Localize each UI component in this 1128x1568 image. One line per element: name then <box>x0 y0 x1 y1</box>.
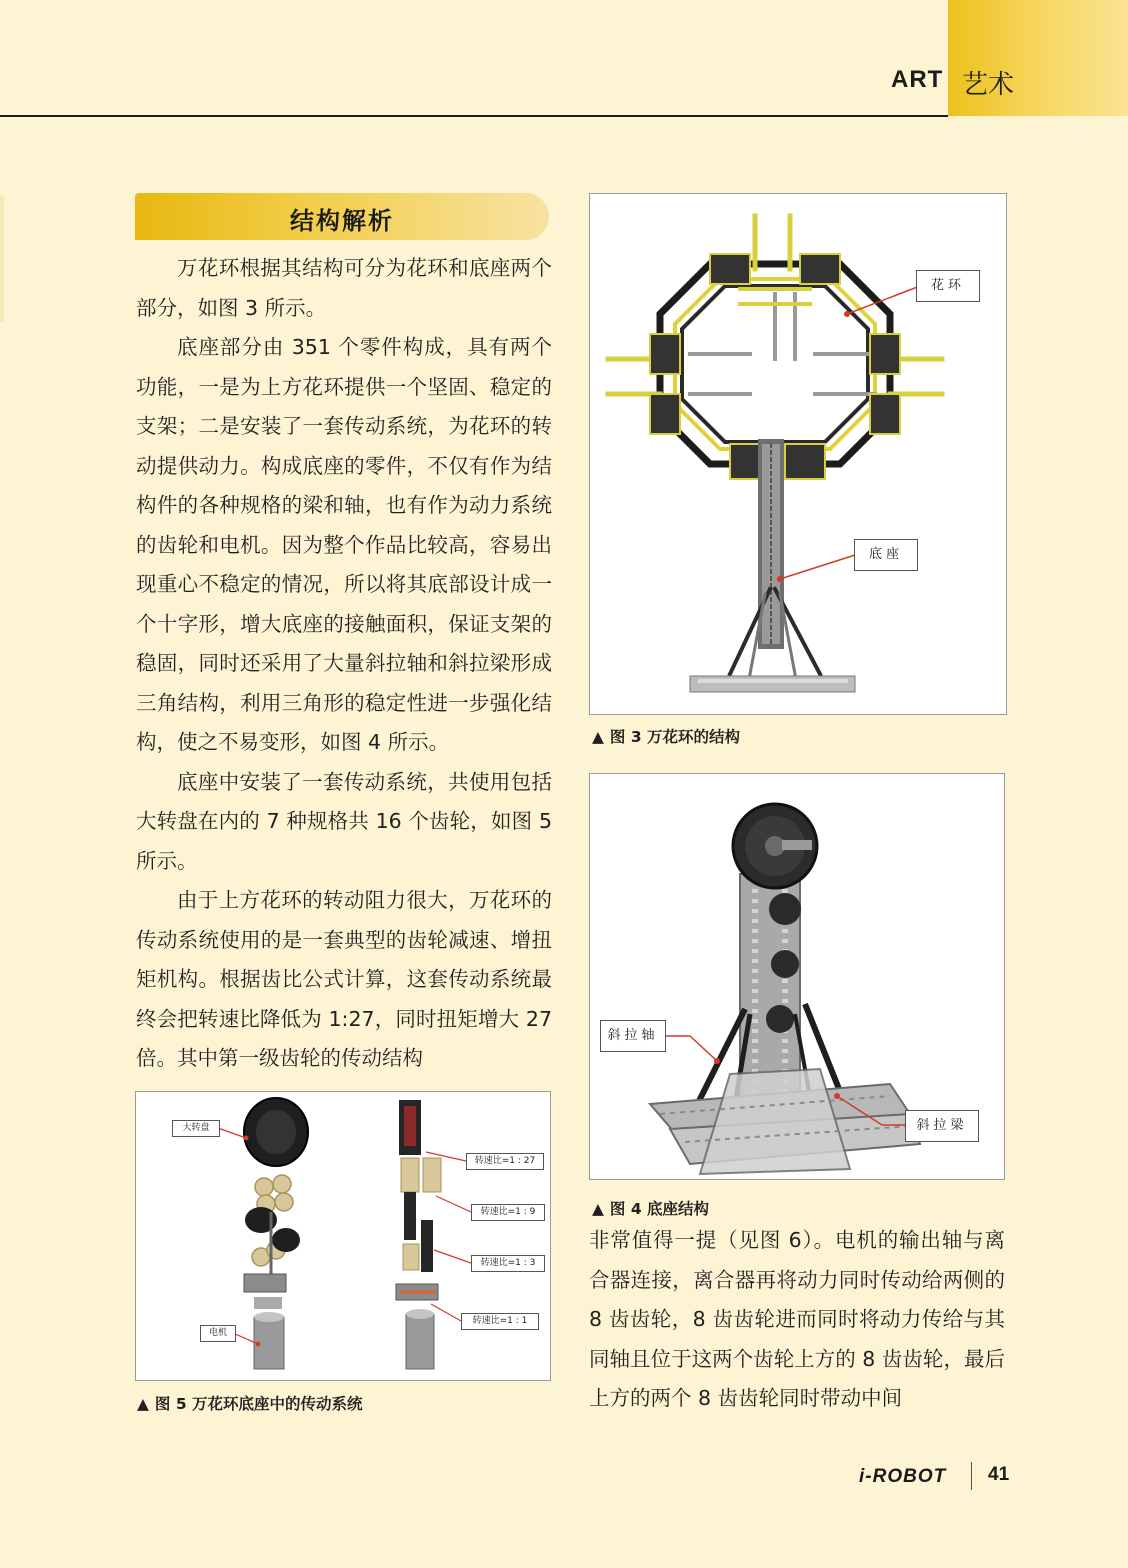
figure-4-caption-text: 图 4 底座结构 <box>609 1200 709 1218</box>
label-diagonal-beam: 斜拉梁 <box>905 1110 979 1142</box>
figure-5-caption <box>137 1392 363 1414</box>
paragraph: 非常值得一提（见图 6）。电机的输出轴与离合器连接，离合器再将动力同时传动给两侧的 8 齿齿轮，8 齿齿轮进而同时将动力传给与其同轴且位于这两个齿轮上方的 8 齿齿轮，最后上方的两个 8 齿齿轮同时带动中间 <box>589 1228 1005 1410</box>
header-section-cn: 艺术 <box>962 70 1015 100</box>
figure-4-caption <box>592 1197 709 1219</box>
footer-separator <box>971 1462 972 1490</box>
caption-marker-icon: ▲ <box>137 1395 149 1413</box>
paragraph: 由于上方花环的转动阻力很大，万花环的传动系统使用的是一套典型的齿轮减速、增扭矩机构。根据齿比公式计算，这套传动系统最终会把转速比降低为 1:27，同时扭矩增大 27 倍。其中第一级齿轮的传动结构 <box>136 888 552 1070</box>
paragraph: 万花环根据其结构可分为花环和底座两个部分，如图 3 所示。 <box>136 256 552 320</box>
page-number: 41 <box>988 1464 1010 1485</box>
label-ratio-1-3: 转速比=1 : 3 <box>471 1255 545 1272</box>
label-ratio-1-9: 转速比=1 : 9 <box>471 1204 545 1221</box>
figure-3-caption <box>592 725 740 747</box>
label-ratio-1-27: 转速比=1 : 27 <box>466 1153 544 1170</box>
caption-marker-icon: ▲ <box>592 728 604 746</box>
label-ring: 花环 <box>916 270 980 302</box>
caption-marker-icon: ▲ <box>592 1200 604 1218</box>
paragraph: 底座中安装了一套传动系统，共使用包括大转盘在内的 7 种规格共 16 个齿轮，如图 5 所示。 <box>136 769 552 873</box>
label-ratio-1-1: 转速比=1 : 1 <box>461 1313 539 1330</box>
margin-mark <box>0 196 4 322</box>
section-title-banner <box>135 193 549 240</box>
left-column <box>136 249 552 1079</box>
figure-4-base-structure <box>589 773 1005 1180</box>
header-section-en: ART <box>891 66 944 93</box>
figure-3-kaleidoscope-structure <box>589 193 1007 715</box>
figure-3-caption-text: 图 3 万花环的结构 <box>609 728 740 746</box>
right-column <box>589 1221 1005 1419</box>
label-diagonal-axle: 斜拉轴 <box>600 1020 666 1052</box>
header-rule <box>0 115 948 117</box>
figure-5-caption-text: 图 5 万花环底座中的传动系统 <box>154 1395 363 1413</box>
paragraph: 底座部分由 351 个零件构成，具有两个功能，一是为上方花环提供一个坚固、稳定的支架；二是安装了一套传动系统，为花环的转动提供动力。构成底座的零件，不仅有作为结构件的各种规格的梁和轴，也有作为动力系统的齿轮和电机。因为整个作品比较高，容易出现重心不稳定的情况，所以将其底部设计成一个十字形，增大底座的接触面积，保证支架的稳固，同时还采用了大量斜拉轴和斜拉梁形成三角结构，利用三角形的稳定性进一步强化结构，使之不易变形，如图 4 所示。 <box>136 335 552 754</box>
label-base: 底座 <box>854 539 918 571</box>
label-motor: 电机 <box>200 1325 236 1342</box>
footer-brand: i-ROBOT <box>859 1466 947 1487</box>
figure-5-transmission-system <box>135 1091 551 1381</box>
section-title: 结构解析 <box>290 207 394 235</box>
label-big-turntable: 大转盘 <box>172 1120 220 1137</box>
